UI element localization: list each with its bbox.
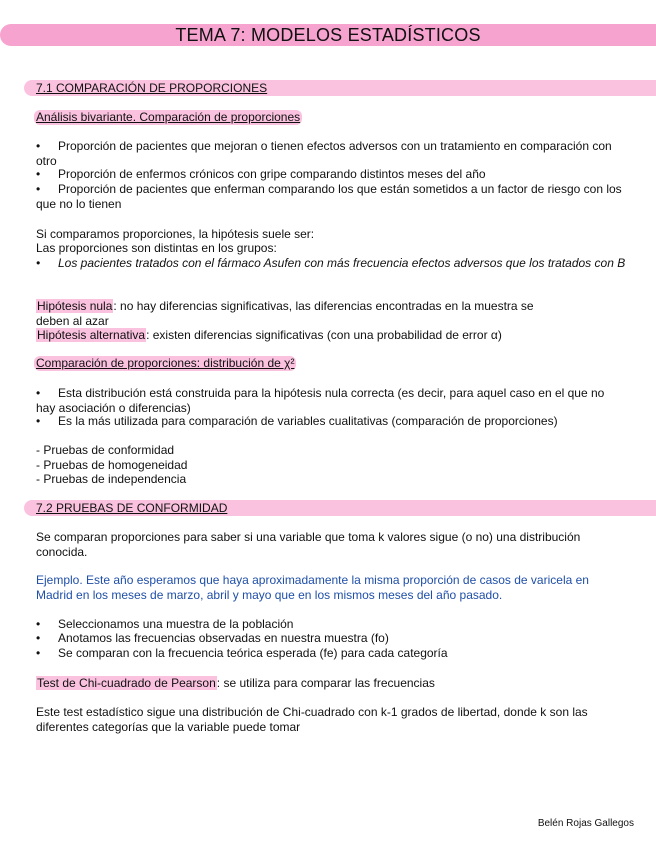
section-1-heading: 7.1 COMPARACIÓN DE PROPORCIONES: [36, 81, 268, 95]
list-item: • Seleccionamos una muestra de la población: [36, 617, 294, 631]
author-signature: Belén Rojas Gallegos: [537, 818, 634, 829]
list-item: • Se comparan con la frecuencia teórica esperada (fe) para cada categoría: [36, 646, 448, 660]
subheading-chi-square: Comparación de proporciones: distribución de χ²: [36, 356, 295, 370]
list-item: • Proporción de enfermos crónicos con gripe comparando distintos meses del año: [36, 167, 486, 181]
list-item: • Anotamos las frecuencias observadas en nuestra muestra (fo): [36, 631, 389, 645]
alternative-hypothesis: Hipótesis alternativa: existen diferencias significativas (con una probabilidad de error α): [37, 328, 502, 342]
test-type-item: - Pruebas de independencia: [36, 472, 187, 486]
section-2-intro: Se comparan proporciones para saber si una variable que toma k valores sigue (o no) una distribución conocida.: [36, 530, 581, 559]
section-2-heading: 7.2 PRUEBAS DE CONFORMIDAD: [36, 501, 228, 515]
list-item: • Proporción de pacientes que mejoran o tienen efectos adversos con un tratamiento en comparación con otro: [36, 139, 612, 168]
list-item: • Es la más utilizada para comparación de variables cualitativas (comparación de proporciones): [36, 414, 558, 428]
subheading-bivariate: Análisis bivariante. Comparación de proporciones: [36, 110, 301, 124]
list-item: • Esta distribución está construida para la hipótesis nula correcta (es decir, para aquel caso en el que no hay asociación o diferencias): [36, 386, 605, 415]
test-type-item: - Pruebas de conformidad: [36, 443, 175, 457]
example-paragraph: Ejemplo. Este año esperamos que haya aproximadamente la misma proporción de casos de varicela en Madrid en los meses de marzo, abril y mayo que en los mismos meses del año pasado.: [36, 573, 589, 602]
list-item: • Proporción de pacientes que enferman comparando los que están sometidos a un factor de riesgo con los que no lo tienen: [36, 182, 622, 211]
test-type-item: - Pruebas de homogeneidad: [36, 458, 188, 472]
hypothesis-example: • Los pacientes tratados con el fármaco Asufen con más frecuencia efectos adversos que los tratados con B: [36, 256, 626, 270]
page-title: TEMA 7: MODELOS ESTADÍSTICOS: [175, 25, 481, 45]
null-hypothesis: Hipótesis nula: no hay diferencias significativas, las diferencias encontradas en la muestra se deben al azar: [36, 299, 534, 328]
chi-square-test-line: Test de Chi-cuadrado de Pearson: se utiliza para comparar las frecuencias: [37, 676, 435, 690]
hypothesis-intro-2: Las proporciones son distintas en los grupos:: [36, 241, 277, 255]
hypothesis-intro: Si comparamos proporciones, la hipótesis suele ser:: [36, 227, 315, 241]
closing-paragraph: Este test estadístico sigue una distribución de Chi-cuadrado con k-1 grados de libertad, donde k son las diferentes categorías que la variable puede tomar: [36, 705, 588, 734]
